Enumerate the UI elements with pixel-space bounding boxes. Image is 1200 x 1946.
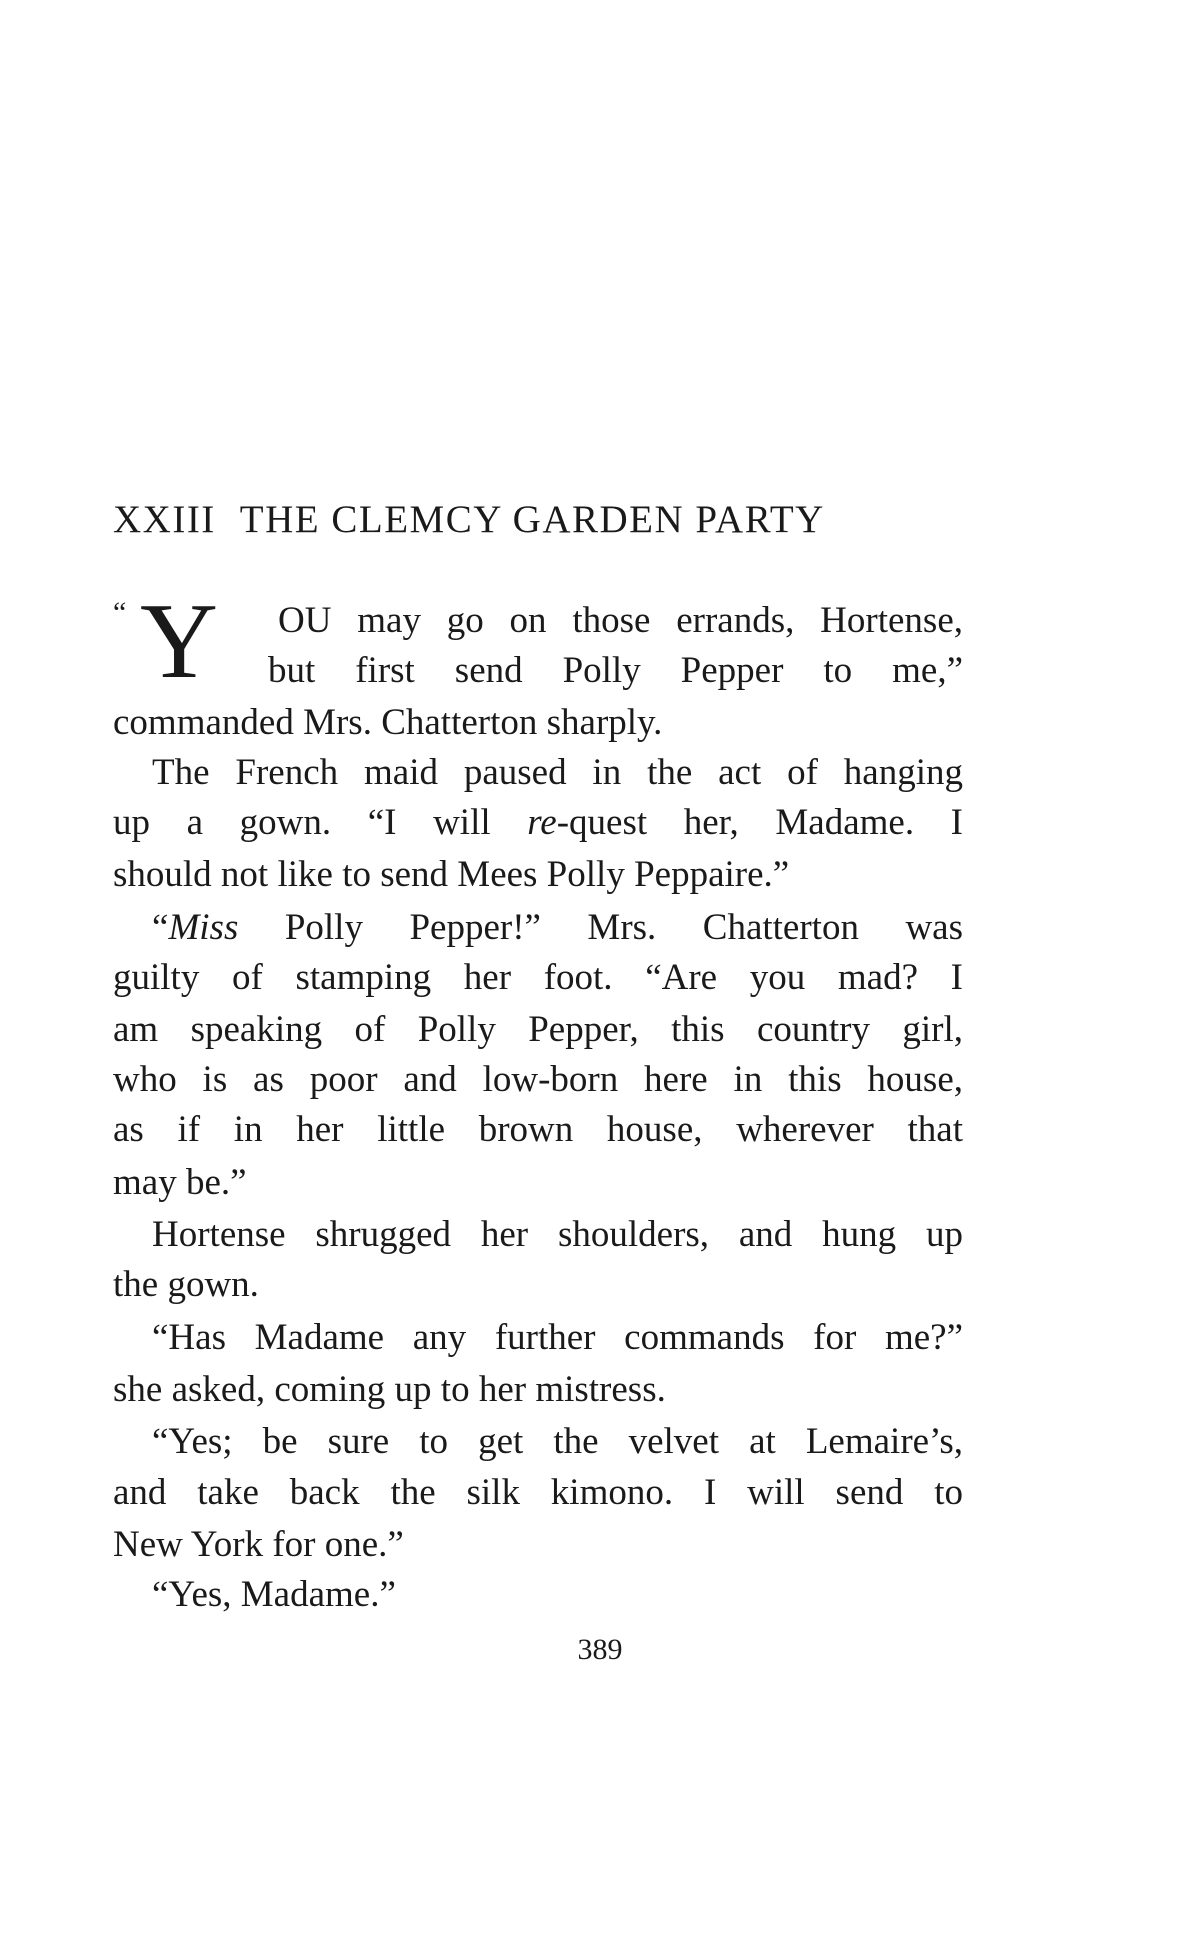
text-line: guilty of stamping her foot. “Are you mad? I xyxy=(113,957,963,998)
text-line: but first send Polly Pepper to me,” xyxy=(268,650,963,691)
chapter-title: THE CLEMCY GARDEN PARTY xyxy=(239,498,825,541)
chapter-heading xyxy=(113,490,963,550)
text-line: am speaking of Polly Pepper, this country girl, xyxy=(113,1009,963,1050)
text-line: the gown. xyxy=(113,1264,259,1305)
italic-segment: re xyxy=(527,802,557,843)
text-line: who is as poor and low-born here in this house, xyxy=(113,1059,963,1100)
text-line: as if in her little brown house, wherever that xyxy=(113,1109,963,1150)
drop-cap-open-quote: “ xyxy=(113,596,127,629)
text-line: OU may go on those errands, Hortense, xyxy=(278,600,963,641)
text-line: New York for one.” xyxy=(113,1524,404,1565)
page-number: 389 xyxy=(577,1633,623,1666)
text-segment: “ xyxy=(152,907,169,948)
text-line xyxy=(113,798,963,848)
drop-cap-letter: Y xyxy=(140,582,218,701)
text-line: “Yes, Madame.” xyxy=(152,1574,396,1615)
text-line: “Yes; be sure to get the velvet at Lemaire’s, xyxy=(152,1421,963,1462)
text-line: she asked, coming up to her mistress. xyxy=(113,1369,666,1410)
text-line: may be.” xyxy=(113,1162,247,1203)
chapter-number: XXIII xyxy=(113,498,216,541)
text-segment: -quest her, Madame. I xyxy=(556,802,964,843)
text-segment: Polly Pepper!” Mrs. Chatterton was xyxy=(238,907,963,948)
text-line: The French maid paused in the act of hanging xyxy=(152,752,963,793)
text-line: and take back the silk kimono. I will send to xyxy=(113,1472,963,1513)
text-segment: up a gown. “I will xyxy=(113,802,528,843)
text-line: Hortense shrugged her shoulders, and hung up xyxy=(152,1214,963,1255)
italic-segment: Miss xyxy=(168,907,239,948)
text-line: should not like to send Mees Polly Peppaire.” xyxy=(113,854,790,895)
text-line xyxy=(152,903,963,953)
text-line: “Has Madame any further commands for me?” xyxy=(152,1317,963,1358)
text-line: commanded Mrs. Chatterton sharply. xyxy=(113,702,663,743)
